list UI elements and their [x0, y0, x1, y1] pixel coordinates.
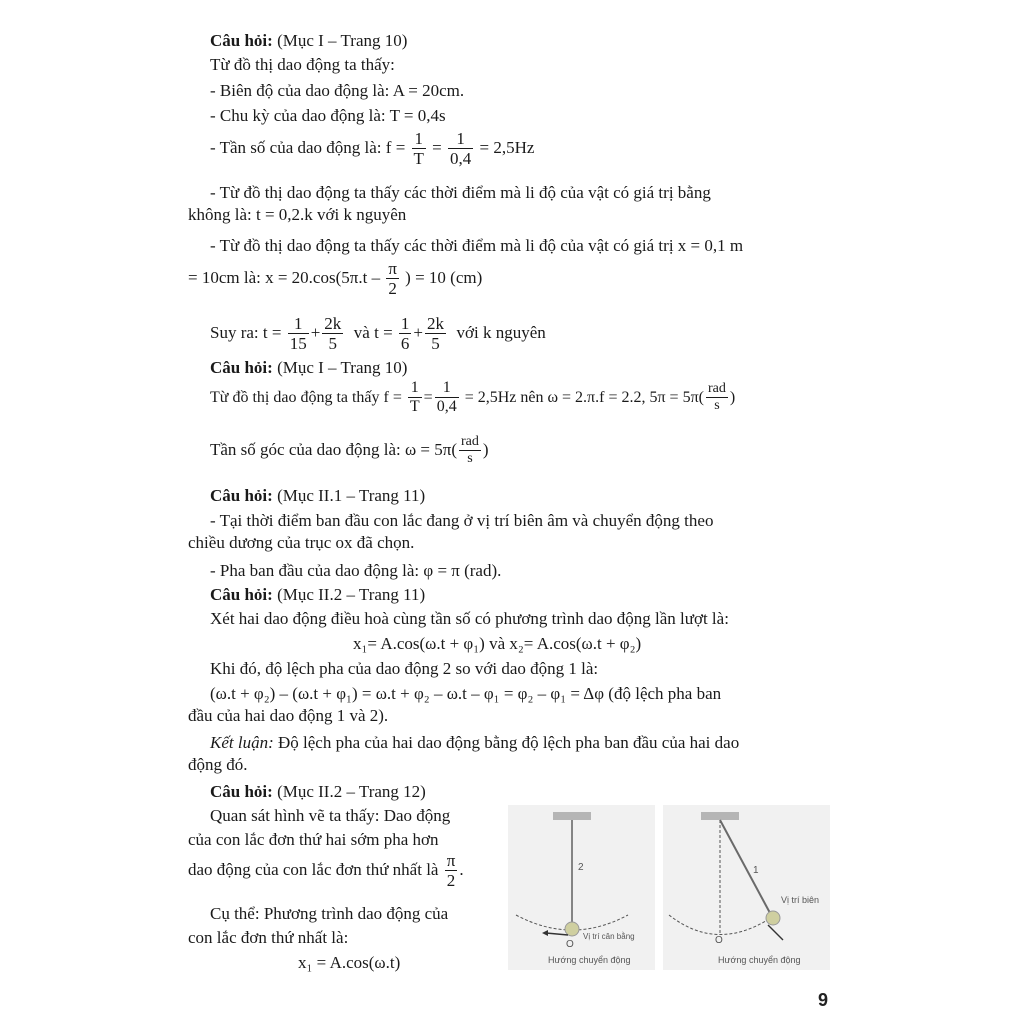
conclusion: Kết luận: Độ lệch pha của hai dao động bằng độ lệch pha ban đầu của hai dao động đó.	[188, 733, 740, 775]
solution-formula: Suy ra: t = $\frac{1}{15}$ + $\frac{2k}{5}$ và t = $\frac{1}{6}$ + $\frac{2k}{5}$ với k nguyên	[210, 314, 546, 353]
direction-label: Hướng chuyển động	[548, 955, 631, 965]
extreme-label: Vị trí biên	[781, 895, 820, 905]
origin-label: O	[715, 935, 723, 946]
equation-line: x₁= A.cos(ω.t + φ₁) và x₂= A.cos(ω.t + φ₂)	[353, 634, 642, 653]
equation-line: x₁ = A.cos(ω.t)	[298, 953, 401, 972]
text-line: dao động của con lắc đơn thứ nhất là $\frac{\pi}{2}$ .	[188, 851, 464, 890]
text-line: - Chu kỳ của dao động là: T = 0,4s	[210, 106, 446, 125]
question-heading-1: Câu hỏi: (Mục I – Trang 10)	[210, 31, 408, 50]
paragraph: (ω.t + φ₂) – (ω.t + φ₁) = ω.t + φ₂ – ω.t – φ₁ = φ₂ – φ₁ = Δφ (độ lệch pha ban đầu của hai dao động 1 và 2).	[188, 684, 722, 726]
text-line: con lắc đơn thứ nhất là:	[188, 928, 349, 947]
question-heading-4: Câu hỏi: (Mục II.2 – Trang 11)	[210, 585, 426, 604]
paragraph: - Tại thời điểm ban đầu con lắc đang ở vị trí biên âm và chuyển động theo chiều dương của trục ox đã chọn.	[188, 511, 714, 553]
text-line: Cụ thể: Phương trình dao động của	[210, 904, 449, 923]
text-line: - Từ đồ thị dao động ta thấy các thời điểm mà li độ của vật có giá trị x = 0,1 m	[210, 236, 744, 255]
text-line: - Biên độ của dao động là: A = 20cm.	[210, 81, 465, 100]
text-line: Khi đó, độ lệch pha của dao động 2 so với dao động 1 là:	[210, 659, 599, 678]
direction-label: Hướng chuyển động	[718, 955, 801, 965]
pendulum-number: 2	[578, 862, 584, 873]
pendulum-figure-1	[508, 805, 655, 970]
x-formula: = 10cm là: x = 20.cos(5π.t – $\frac{\pi}{2}$ ) = 10 (cm)	[188, 259, 483, 298]
text-line: Quan sát hình vẽ ta thấy: Dao động	[210, 806, 451, 825]
question-heading-5: Câu hỏi: (Mục II.2 – Trang 12)	[210, 782, 426, 801]
text-line: Từ đồ thị dao động ta thấy:	[210, 55, 395, 74]
page-number: 9	[818, 990, 829, 1010]
pendulum-figure-2	[663, 805, 830, 970]
paragraph: - Từ đồ thị dao động ta thấy các thời điểm mà li độ của vật có giá trị bằng không là: t = 0,2.k với k nguyên	[188, 183, 711, 225]
text-line: của con lắc đơn thứ hai sớm pha hơn	[188, 830, 439, 849]
question-heading-3: Câu hỏi: (Mục II.1 – Trang 11)	[210, 486, 426, 505]
question-heading-2: Câu hỏi: (Mục I – Trang 10)	[210, 358, 408, 377]
origin-label: O	[566, 939, 574, 950]
pendulum-number: 1	[753, 865, 759, 876]
frequency-formula: - Tần số của dao động là: f = $\frac{1}{T}$ = $\frac{1}{0,4}$ = 2,5Hz	[210, 129, 535, 168]
angular-frequency: Tần số góc của dao động là: ω = 5π( $\frac{\text{rad}}{s}$ )	[210, 434, 489, 466]
equilibrium-label: Vị trí cân bằng	[583, 932, 635, 941]
omega-formula: Từ đồ thị dao động ta thấy f = $\frac{1}{T}$ = $\frac{1}{0,4}$ = 2,5Hz nên ω = 2.π.f = 2.2, 5π = 5π( $\frac{\text{rad}}{s}$ )	[210, 379, 736, 415]
text-line: Xét hai dao động điều hoà cùng tần số có phương trình dao động lần lượt là:	[210, 609, 729, 628]
text-line: - Pha ban đầu của dao động là: φ = π (rad).	[210, 561, 502, 580]
